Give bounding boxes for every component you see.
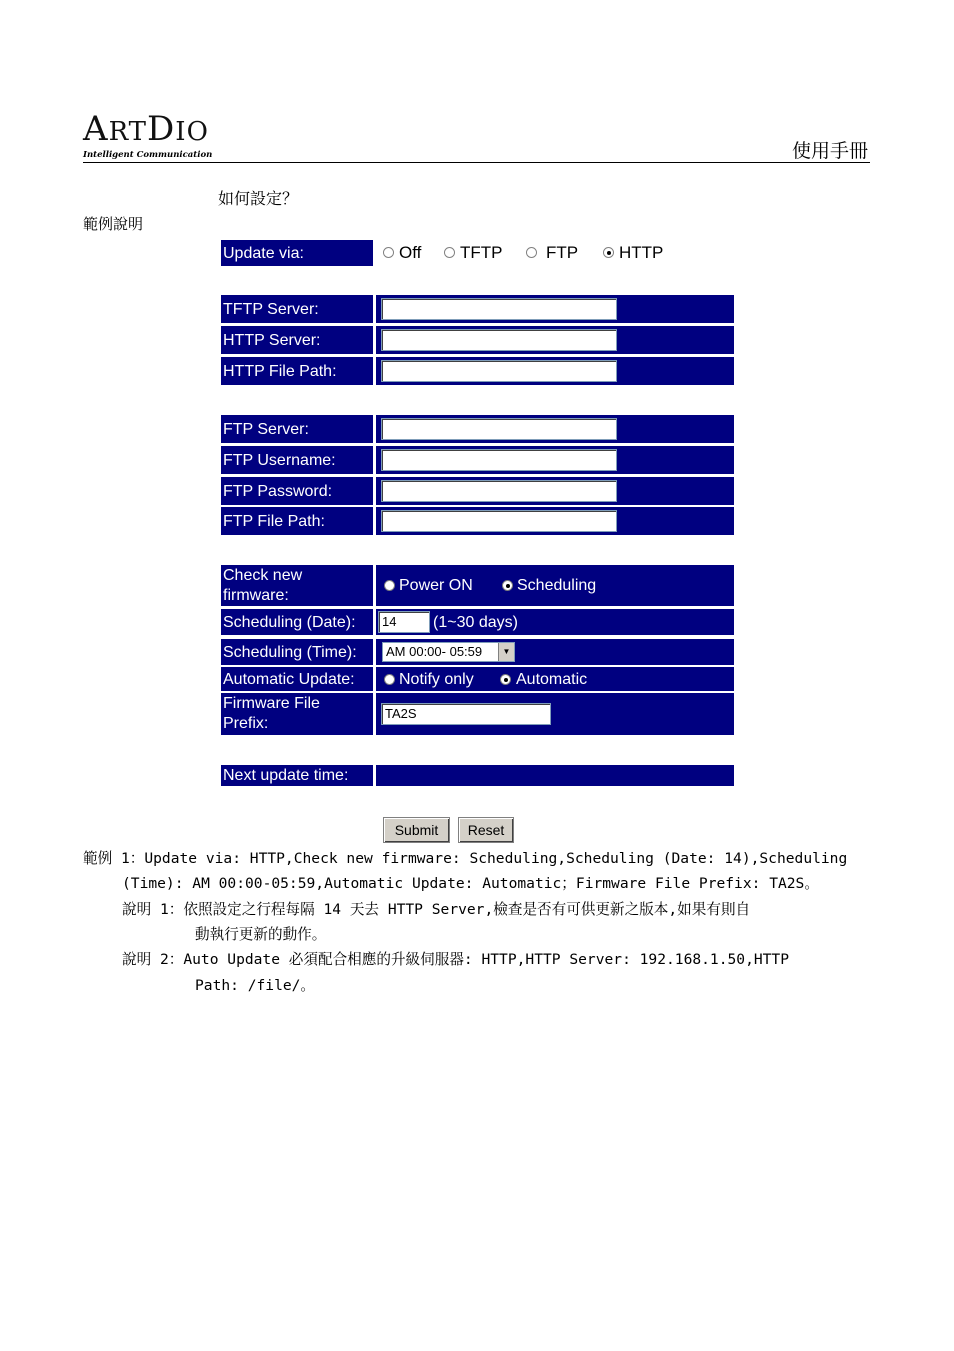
ftp-password-label: FTP Password: (221, 477, 373, 505)
radio-update-off[interactable] (383, 247, 394, 258)
chevron-down-icon[interactable]: ▼ (498, 643, 514, 661)
next-update-time-value (376, 765, 734, 786)
example1-line2: (Time): AM 00:00-05:59,Automatic Update: Automatic；Firmware File Prefix: TA2S。 (122, 875, 819, 892)
artdio-logo (83, 109, 223, 160)
ftp-server-input[interactable] (381, 418, 617, 440)
automatic-update-label: Automatic Update: (221, 667, 373, 691)
header-divider (83, 162, 870, 163)
http-file-path-cell (376, 357, 734, 385)
explain2-line1: 說明 2：Auto Update 必須配合相應的升級伺服器: HTTP,HTTP Server: 192.168.1.50,HTTP (122, 951, 790, 968)
scheduling-time-label: Scheduling (Time): (221, 639, 373, 665)
firmware-file-prefix-label-line2: Prefix: (223, 714, 269, 732)
radio-scheduling-label: Scheduling (517, 577, 597, 594)
ftp-password-cell (376, 477, 734, 505)
radio-power-on[interactable] (384, 580, 395, 591)
logo-letters: IO (175, 117, 209, 147)
check-new-firmware-cell (376, 565, 734, 606)
firmware-file-prefix-input[interactable]: TA2S (381, 703, 551, 725)
radio-notify-only[interactable] (384, 674, 395, 685)
radio-power-on-label: Power ON (399, 577, 473, 594)
logo-letters: RT (108, 117, 148, 147)
explain2-line2: Path: /file/。 (195, 977, 316, 994)
http-server-label: HTTP Server: (221, 326, 373, 354)
ftp-server-label: FTP Server: (221, 415, 373, 443)
ftp-username-label: FTP Username: (221, 446, 373, 474)
radio-automatic[interactable] (500, 674, 511, 685)
check-new-firmware-label (221, 565, 373, 606)
tftp-server-input[interactable] (381, 298, 617, 320)
logo-letter: A (83, 109, 109, 149)
http-file-path-label: HTTP File Path: (221, 357, 373, 385)
ftp-password-input[interactable] (381, 480, 617, 502)
ftp-username-input[interactable] (381, 449, 617, 471)
radio-update-tftp-label: TFTP (460, 243, 503, 262)
automatic-update-cell (376, 667, 734, 691)
ftp-username-cell (376, 446, 734, 474)
check-new-firmware-label-line2: firmware: (223, 586, 289, 604)
scheduling-date-label: Scheduling (Date): (221, 609, 373, 635)
ftp-server-cell (376, 415, 734, 443)
radio-update-http[interactable] (603, 247, 614, 258)
radio-update-ftp-label: FTP (546, 243, 579, 262)
section-title: 如何設定？ (218, 189, 299, 208)
firmware-file-prefix-cell (376, 693, 734, 735)
check-new-firmware-label-line1: Check new (223, 567, 303, 584)
manual-title: 使用手冊 (791, 140, 868, 162)
example1-line1: 範例 1：Update via: HTTP,Check new firmware: Scheduling,Scheduling (Date: 14),Scheduling (83, 850, 848, 867)
firmware-update-form (218, 237, 736, 845)
submit-button[interactable]: Submit (383, 817, 450, 843)
scheduling-date-input[interactable]: 14 (378, 611, 430, 633)
radio-automatic-label: Automatic (516, 671, 588, 688)
explain1-line1: 說明 1：依照設定之行程每隔 14 天去 HTTP Server,檢查是否有可供更新之版本,如果有則自 (122, 901, 751, 918)
logo-letter: D (147, 109, 176, 149)
http-file-path-input[interactable] (381, 360, 617, 382)
next-update-time-label: Next update time: (221, 765, 373, 786)
explain1-line2: 動執行更新的動作。 (195, 926, 327, 943)
radio-notify-only-label: Notify only (399, 671, 474, 688)
http-server-input[interactable] (381, 329, 617, 351)
ftp-file-path-label: FTP File Path: (221, 507, 373, 535)
radio-update-http-label: HTTP (619, 243, 664, 262)
reset-button[interactable]: Reset (458, 817, 514, 843)
radio-update-off-label: Off (399, 243, 422, 262)
example-label: 範例說明 (83, 215, 144, 233)
ftp-file-path-input[interactable] (381, 510, 617, 532)
scheduling-time-select[interactable] (382, 642, 515, 662)
scheduling-time-cell (376, 639, 734, 665)
scheduling-date-cell (376, 609, 734, 635)
radio-update-ftp[interactable] (526, 247, 537, 258)
radio-update-tftp[interactable] (444, 247, 455, 258)
tftp-server-label: TFTP Server: (221, 295, 373, 323)
tftp-server-cell (376, 295, 734, 323)
ftp-file-path-cell (376, 507, 734, 535)
scheduling-time-value: AM 00:00- 05:59 (386, 644, 483, 659)
radio-scheduling[interactable] (502, 580, 513, 591)
update-via-label: Update via: (221, 240, 373, 266)
scheduling-date-hint: (1~30 days) (433, 614, 518, 631)
firmware-file-prefix-label (221, 693, 373, 735)
firmware-file-prefix-label-line1: Firmware File (223, 695, 320, 712)
logo-tagline: Intelligent Communication (83, 150, 213, 160)
http-server-cell (376, 326, 734, 354)
